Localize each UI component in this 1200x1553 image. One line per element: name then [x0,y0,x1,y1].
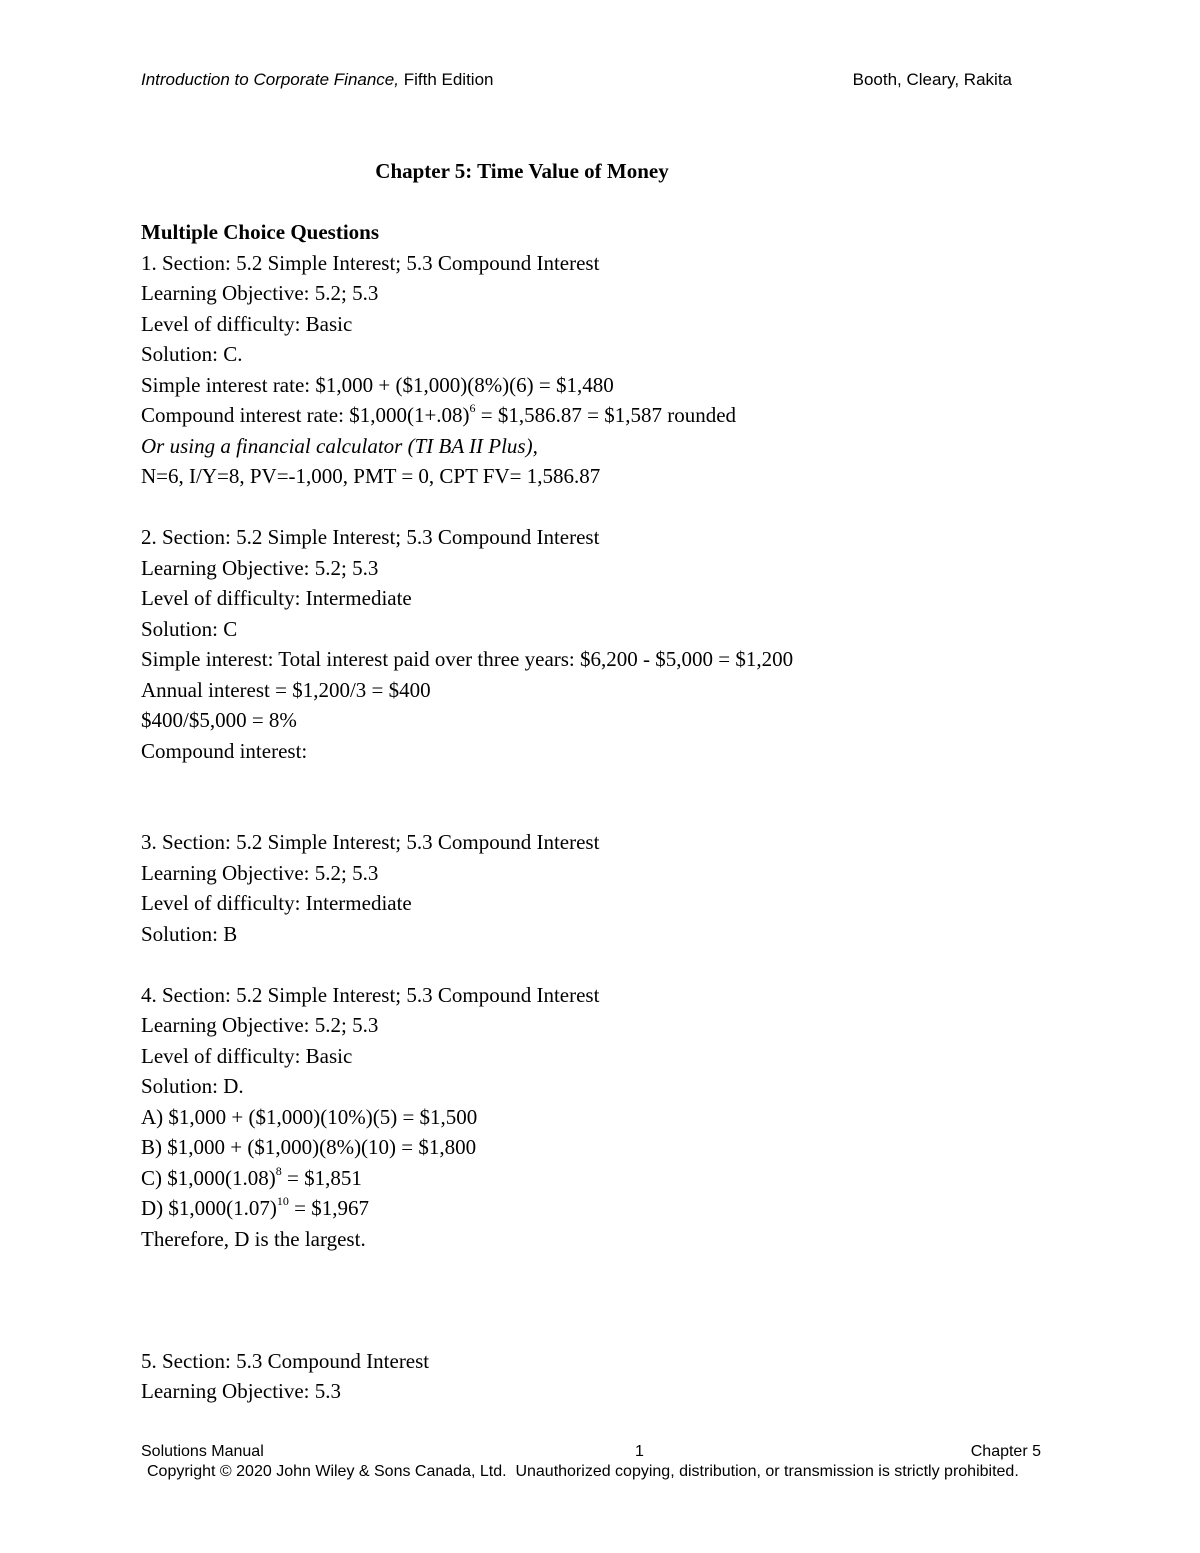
q2-compound: Compound interest: [141,738,308,763]
spacer [141,1254,1071,1346]
header-book-info [141,70,493,90]
q1-calc: N=6, I/Y=8, PV=-1,000, PMT = 0, CPT FV= 1,586.87 [141,464,601,488]
q1-simple: Simple interest rate: $1,000 + ($1,000)(8%)(6) = $1,480 [141,372,614,397]
q3-difficulty: Level of difficulty: Intermediate [141,891,412,915]
q1-calc-note: Or using a financial calculator (TI BA II Plus), [141,433,538,458]
q1-compound-exponent: 6 [469,401,476,415]
q4-option-d [141,1193,1071,1224]
question-1 [141,248,1071,492]
footer-manual: Solutions Manual [141,1443,264,1460]
spacer [141,492,1071,523]
page-footer [141,1443,1041,1481]
q4-difficulty: Level of difficulty: Basic [141,1043,353,1068]
book-title: Introduction to Corporate Finance, [141,70,399,89]
q4-objective: Learning Objective: 5.2; 5.3 [141,1013,379,1037]
question-3 [141,827,1071,949]
q3-solution: Solution: B [141,921,238,946]
q4-d-exponent: 10 [276,1194,289,1208]
question-2 [141,522,1071,766]
footer-row [141,1443,1041,1463]
page-header [141,70,1012,94]
q2-annual: Annual interest = $1,200/3 = $400 [141,677,431,702]
q1-objective: Learning Objective: 5.2; 5.3 [141,281,379,305]
q4-option-c [141,1163,1071,1194]
q5-objective: Learning Objective: 5.3 [141,1379,342,1403]
spacer [141,949,1071,980]
footer-chapter: Chapter 5 [970,1443,1041,1460]
spacer [141,766,1071,827]
question-5 [141,1346,1071,1407]
q1-solution: Solution: C. [141,342,243,366]
header-authors: Booth, Cleary, Rakita [852,70,1012,89]
q4-c-text: C) $1,000(1.08) [141,1165,276,1190]
footer-copyright: Copyright © 2020 John Wiley & Sons Canada, Ltd. Unauthorized copying, distribution, or transmission is strictly prohibited. [147,1463,1019,1480]
q4-d-result: = $1,967 [288,1196,369,1220]
q2-difficulty: Level of difficulty: Intermediate [141,586,412,610]
q2-section: 2. Section: 5.2 Simple Interest; 5.3 Compound Interest [141,525,600,549]
q5-section: 5. Section: 5.3 Compound Interest [141,1348,430,1373]
q1-compound-result: = $1,586.87 = $1,587 rounded [475,403,737,427]
q1-section: 1. Section: 5.2 Simple Interest; 5.3 Compound Interest [141,250,600,275]
q4-solution: Solution: D. [141,1074,244,1098]
q1-compound-text: Compound interest rate: $1,000(1+.08) [141,403,470,427]
question-4 [141,980,1071,1255]
q3-objective: Learning Objective: 5.2; 5.3 [141,860,379,885]
q2-objective: Learning Objective: 5.2; 5.3 [141,555,379,580]
q4-d-text: D) $1,000(1.07) [141,1196,277,1220]
q4-c-result: = $1,851 [281,1165,362,1190]
q1-difficulty: Level of difficulty: Basic [141,311,353,336]
q4-c-exponent: 8 [275,1163,282,1178]
q4-section: 4. Section: 5.2 Simple Interest; 5.3 Compound Interest [141,982,600,1007]
section-heading: Multiple Choice Questions [141,220,380,244]
q4-option-a: A) $1,000 + ($1,000)(10%)(5) = $1,500 [141,1104,478,1129]
q2-simple: Simple interest: Total interest paid over three years: $6,200 - $5,000 = $1,200 [141,647,794,671]
q4-conclusion: Therefore, D is the largest. [141,1226,366,1251]
footer-page-number: 1 [635,1443,644,1460]
q2-solution: Solution: C [141,616,238,641]
q3-section: 3. Section: 5.2 Simple Interest; 5.3 Compound Interest [141,830,600,854]
q4-option-b: B) $1,000 + ($1,000)(8%)(10) = $1,800 [141,1135,477,1159]
q1-compound [141,400,1071,431]
q2-rate: $400/$5,000 = 8% [141,708,297,732]
book-edition: Fifth Edition [398,70,494,89]
document-body [141,156,1071,1407]
chapter-title: Chapter 5: Time Value of Money [375,159,669,183]
